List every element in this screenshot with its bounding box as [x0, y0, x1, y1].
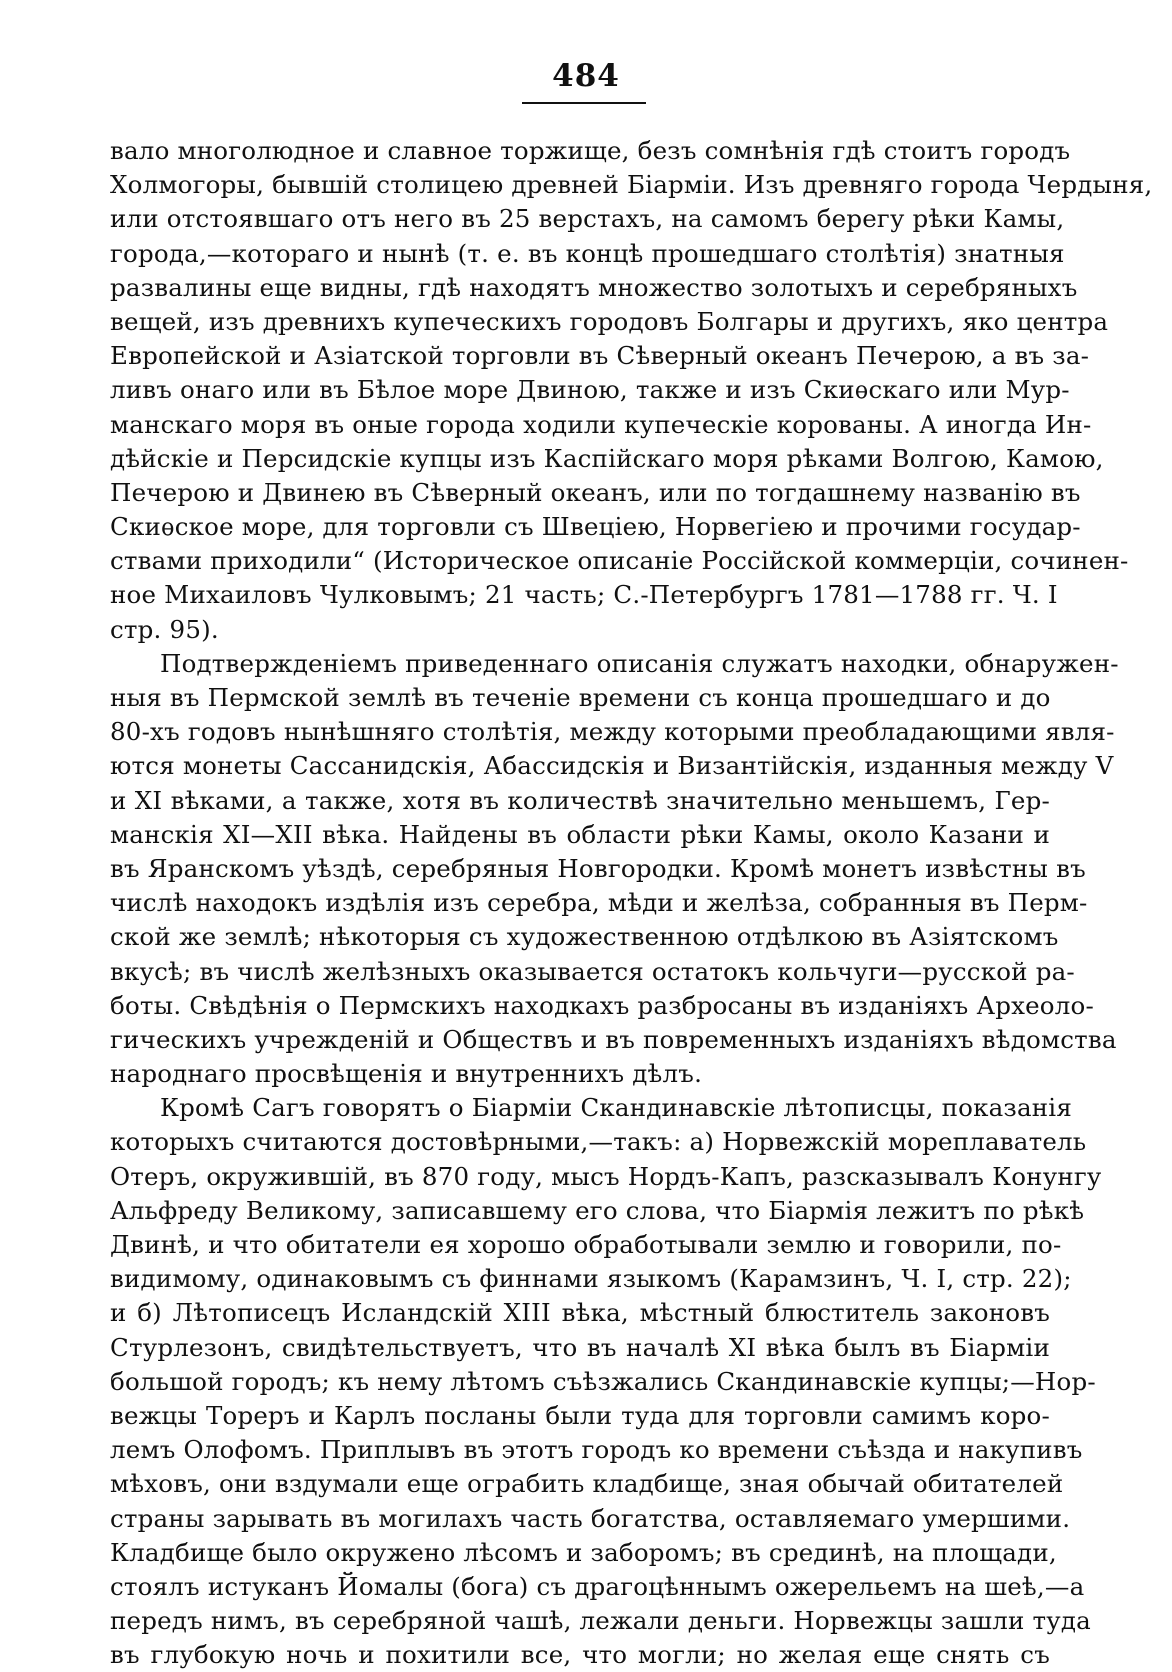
text-line: Альфреду Великому, записавшему его слова, что Біармія лежитъ по рѣкѣ	[110, 1195, 1085, 1225]
text-line: Европейской и Азіатской торговли въ Сѣверный океанъ Печерою, а въ за-	[110, 341, 1090, 371]
text-line: дѣйскіе и Персидскіе купцы изъ Каспійскаго моря рѣками Волгою, Камою,	[110, 443, 1104, 473]
text-line: Холмогоры, бывшій столицею древней Біарміи. Изъ древняго города Чердыня,	[110, 170, 1153, 200]
text-line: манскія XI—XII вѣка. Найдены въ области рѣки Камы, около Казани и	[110, 819, 1050, 849]
text-line: Стурлезонъ, свидѣтельствуетъ, что въ началѣ XI вѣка былъ въ Біарміи	[110, 1332, 1050, 1362]
text-line: 80-хъ годовъ нынѣшняго столѣтія, между которыми преобладающими явля-	[110, 717, 1115, 747]
text-line: числѣ находокъ издѣлія изъ серебра, мѣди и желѣза, собранныя въ Перм-	[110, 888, 1088, 918]
text-line: боты. Свѣдѣнія о Пермскихъ находкахъ разбросаны въ изданіяхъ Археоло-	[110, 990, 1094, 1020]
header-rule	[522, 102, 646, 104]
text-line: ныя въ Пермской землѣ въ теченіе времени съ конца прошедшаго и до	[110, 683, 1051, 712]
page-number: 484	[552, 58, 620, 94]
text-line: манскаго моря въ оные города ходили купеческіе корованы. А иногда Ин-	[110, 409, 1092, 439]
text-line: стоялъ истуканъ Йомалы (бога) съ драгоцѣннымъ ожерельемъ на шеѣ,—а	[110, 1571, 1085, 1601]
text-line: ются монеты Сассанидскія, Абассидскія и Византійскія, изданныя между V	[110, 751, 1114, 781]
text-line: гическихъ учрежденій и Обществъ и въ повременныхъ изданіяхъ вѣдомства	[110, 1024, 1117, 1054]
text-line: вкусѣ; въ числѣ желѣзныхъ оказывается остатокъ кольчуги—русской ра-	[110, 956, 1075, 986]
text-line: развалины еще видны, гдѣ находятъ множество золотыхъ и серебряныхъ	[110, 272, 1078, 302]
text-line: передъ нимъ, въ серебряной чашѣ, лежали деньги. Норвежцы зашли туда	[110, 1606, 1091, 1636]
text-line: или отстоявшаго отъ него въ 25 верстахъ, на самомъ берегу рѣки Камы,	[110, 204, 1065, 234]
text-line: страны зарывать въ могилахъ часть богатства, оставляемаго умершими.	[110, 1503, 1071, 1533]
body-text	[110, 134, 1153, 1672]
text-line: Двинѣ, и что обитатели ея хорошо обработывали землю и говорили, по-	[110, 1230, 1062, 1259]
text-line: и XI вѣками, а также, хотя въ количествѣ значительно меньшемъ, Гер-	[110, 785, 1050, 815]
text-line: ливъ онаго или въ Бѣлое море Двиною, также и изъ Скиѳскаго или Мур-	[110, 375, 1070, 405]
text-line: мѣховъ, они вздумали еще ограбить кладбище, зная обычай обитателей	[110, 1469, 1064, 1499]
text-line: Скиѳское море, для торговли съ Швеціею, Норвегіею и прочими государ-	[110, 512, 1081, 542]
text-line: города,—котораго и нынѣ (т. е. въ концѣ прошедшаго столѣтія) знатныя	[110, 238, 1065, 268]
text-line: видимому, одинаковымъ съ финнами языкомъ (Карамзинъ, Ч. I, стр. 22);	[110, 1264, 1072, 1294]
text-line: ской же землѣ; нѣкоторыя съ художественною отдѣлкою въ Азіятскомъ	[110, 922, 1059, 952]
text-line: ное Михаиловъ Чулковымъ; 21 часть; С.-Петербургъ 1781—1788 гг. Ч. I	[110, 580, 1058, 610]
text-line: Кладбище было окружено лѣсомъ и заборомъ; въ срединѣ, на площади,	[110, 1537, 1057, 1567]
text-line: въ Яранскомъ уѣздѣ, серебряныя Новгородки. Кромѣ монетъ извѣстны въ	[110, 853, 1086, 883]
text-line: которыхъ считаются достовѣрными,—такъ: а) Норвежскій мореплаватель	[110, 1127, 1087, 1157]
text-line: вежцы Тореръ и Карлъ посланы были туда для торговли самимъ коро-	[110, 1400, 1050, 1430]
text-line: Отеръ, окружившій, въ 870 году, мысъ Нордъ-Капъ, разсказывалъ Конунгу	[110, 1161, 1102, 1191]
text-line: Печерою и Двинею въ Сѣверный океанъ, или по тогдашнему названію въ	[110, 477, 1081, 507]
text-line: ствами приходили“ (Историческое описаніе Россійской коммерціи, сочинен-	[110, 546, 1129, 576]
text-line: въ глубокую ночь и похитили все, что могли; но желая еще снять съ	[110, 1640, 1050, 1670]
text-line: стр. 95).	[110, 614, 219, 644]
text-line: Подтвержденіемъ приведеннаго описанія служатъ находки, обнаружен-	[160, 648, 1119, 678]
text-line: вало многолюдное и славное торжище, безъ сомнѣнія гдѣ стоитъ городъ	[110, 136, 1071, 165]
text-line: большой городъ; къ нему лѣтомъ съѣзжались Скандинавскіе купцы;—Нор-	[110, 1366, 1096, 1396]
text-line: Кромѣ Сагъ говорятъ о Біарміи Скандинавскіе лѣтописцы, показанія	[160, 1093, 1072, 1123]
text-line: лемъ Олофомъ. Приплывъ въ этотъ городъ ко времени съѣзда и накупивъ	[110, 1435, 1083, 1465]
text-line: и б) Лѣтописецъ Исландскій XIII вѣка, мѣстный блюститель законовъ	[110, 1298, 1050, 1328]
text-line: народнаго просвѣщенія и внутреннихъ дѣлъ.	[110, 1059, 703, 1089]
text-line: вещей, изъ древнихъ купеческихъ городовъ Болгары и другихъ, яко центра	[110, 306, 1109, 336]
